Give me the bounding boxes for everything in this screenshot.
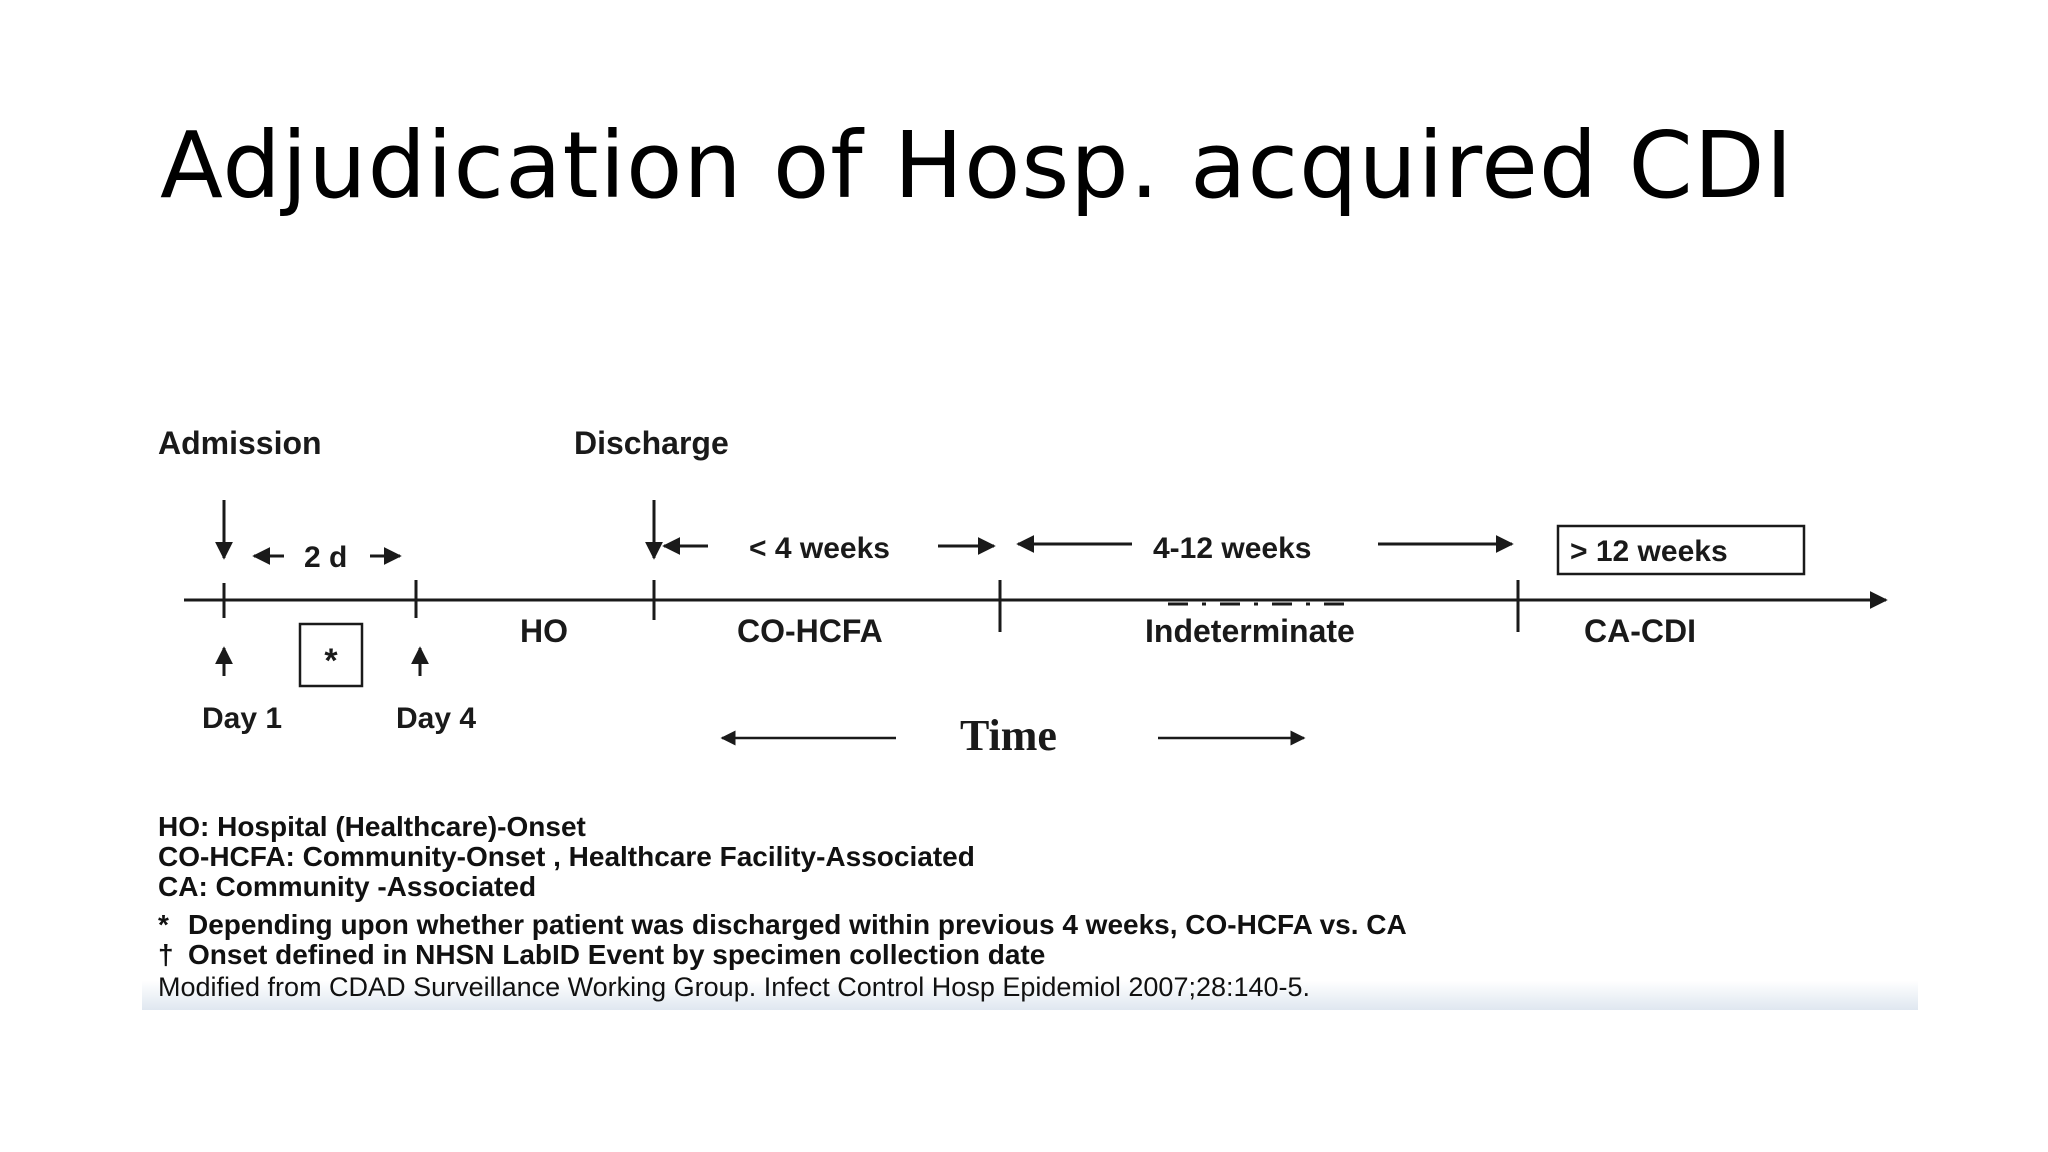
legend-ho: HO: Hospital (Healthcare)-Onset bbox=[158, 811, 586, 842]
timeline-diagram bbox=[142, 420, 1918, 810]
zone-indeterminate-label: Indeterminate bbox=[1145, 613, 1355, 649]
legend-note-dagger bbox=[158, 940, 1407, 970]
legend-ca: CA: Community -Associated bbox=[158, 871, 537, 902]
asterisk-symbol: * bbox=[324, 642, 338, 680]
source-citation: Modified from CDAD Surveillance Working Group. Infect Control Hosp Epidemiol 2007;28:140-5. bbox=[158, 972, 1311, 1002]
day1-label: Day 1 bbox=[202, 702, 283, 735]
timeline-figure bbox=[142, 420, 1918, 1010]
legend bbox=[158, 812, 1407, 1002]
zone-cohcfa-label: CO-HCFA bbox=[737, 613, 883, 649]
w4-12-weeks-label: 4-12 weeks bbox=[1153, 532, 1312, 565]
note-dagger-mark: † bbox=[158, 939, 174, 970]
zone-ho-label: HO bbox=[520, 613, 568, 649]
legend-cohcfa: CO-HCFA: Community-Onset , Healthcare Facility-Associated bbox=[158, 841, 975, 872]
legend-note-asterisk bbox=[158, 910, 1407, 940]
time-label: Time bbox=[960, 711, 1057, 760]
note-asterisk-mark: * bbox=[158, 909, 169, 940]
day4-label: Day 4 bbox=[396, 702, 477, 735]
discharge-label: Discharge bbox=[574, 425, 729, 461]
admission-label: Admission bbox=[158, 425, 322, 461]
gt12-weeks-label: > 12 weeks bbox=[1570, 535, 1728, 568]
slide-title: Adjudication of Hosp. acquired CDI bbox=[160, 112, 1794, 219]
lt4-weeks-label: < 4 weeks bbox=[749, 532, 890, 565]
two-days-label: 2 d bbox=[304, 541, 348, 574]
zone-ca-cdi-label: CA-CDI bbox=[1584, 613, 1696, 649]
note-dagger-text: Onset defined in NHSN LabID Event by specimen collection date bbox=[188, 939, 1046, 970]
note-asterisk-text: Depending upon whether patient was discharged within previous 4 weeks, CO-HCFA vs. CA bbox=[188, 909, 1407, 940]
